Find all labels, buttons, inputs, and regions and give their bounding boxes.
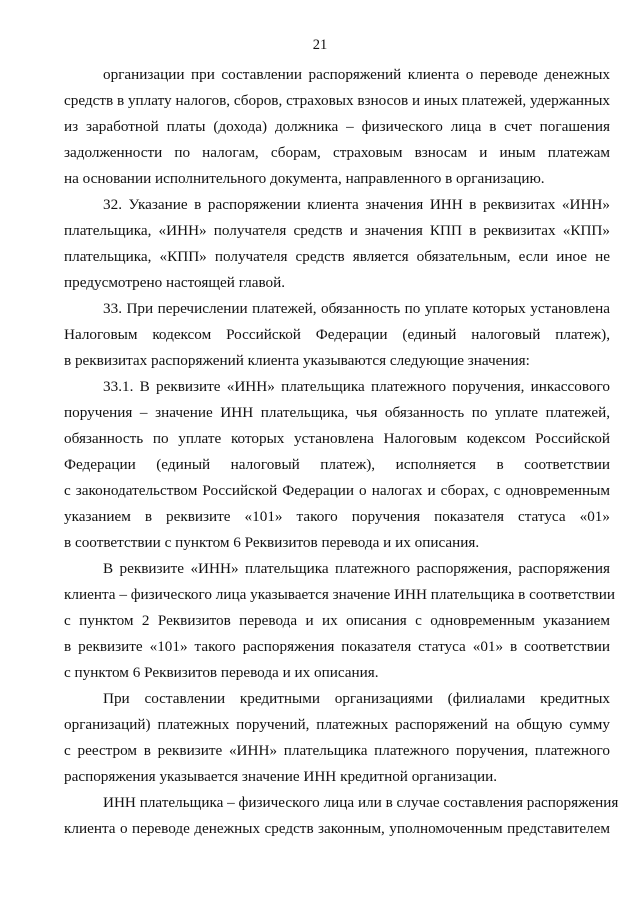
paragraph-line: клиента – физического лица указывается значение ИНН плательщика в соответствии: [64, 586, 615, 603]
paragraph: [64, 62, 610, 192]
paragraph-line: клиента о переводе денежных средств законным, уполномоченным представителем: [64, 820, 610, 837]
paragraph-line: 33.1. В реквизите «ИНН» плательщика платежного поручения, инкассового: [103, 378, 610, 395]
paragraph-line: на основании исполнительного документа, направленного в организацию.: [64, 170, 545, 187]
paragraph-line: В реквизите «ИНН» плательщика платежного распоряжения, распоряжения: [103, 560, 610, 577]
paragraph-line: организации при составлении распоряжений клиента о переводе денежных: [103, 66, 610, 83]
paragraph-line: указанием в реквизите «101» такого поручения показателя статуса «01»: [64, 508, 610, 525]
paragraph-line: с законодательством Российской Федерации о налогах и сборах, с одновременным: [64, 482, 610, 499]
paragraph-line: с реестром в реквизите «ИНН» плательщика платежного поручения, платежного: [64, 742, 610, 759]
paragraph-line: с пунктом 2 Реквизитов перевода и их описания с одновременным указанием: [64, 612, 610, 629]
paragraph-line: плательщика, «ИНН» получателя средств и значения КПП в реквизитах «КПП»: [64, 222, 610, 239]
paragraph: [64, 686, 610, 790]
paragraph-line: из заработной платы (дохода) должника – физического лица в счет погашения: [64, 118, 610, 135]
paragraph-line: в реквизитах распоряжений клиента указываются следующие значения:: [64, 352, 530, 369]
paragraph: [64, 296, 610, 374]
paragraph: [64, 556, 615, 686]
paragraph-line: предусмотрено настоящей главой.: [64, 274, 286, 291]
paragraph: [64, 790, 619, 842]
paragraph-line: поручения – значение ИНН плательщика, чья обязанность по уплате платежей,: [64, 404, 610, 421]
paragraph-line: Федерации (единый налоговый платеж), исполняется в соответствии: [64, 456, 610, 473]
paragraph-line: 32. Указание в распоряжении клиента значения ИНН в реквизитах «ИНН»: [103, 196, 610, 213]
paragraph-line: плательщика, «КПП» получателя средств является обязательным, если иное не: [64, 248, 610, 265]
paragraph: [64, 192, 610, 296]
paragraph-line: задолженности по налогам, сборам, страховым взносам и иным платежам: [64, 144, 610, 161]
paragraph-line: средств в уплату налогов, сборов, страховых взносов и иных платежей, удержанных: [64, 92, 610, 109]
paragraph-line: организаций) платежных поручений, платежных распоряжений на общую сумму: [64, 716, 610, 733]
paragraph: [64, 374, 610, 556]
paragraph-line: 33. При перечислении платежей, обязанность по уплате которых установлена: [103, 300, 610, 317]
paragraph-line: с пунктом 6 Реквизитов перевода и их описания.: [64, 664, 379, 681]
body-text: [64, 62, 619, 842]
paragraph-line: распоряжения указывается значение ИНН кредитной организации.: [64, 768, 498, 785]
paragraph-line: в реквизите «101» такого распоряжения показателя статуса «01» в соответствии: [64, 638, 610, 655]
paragraph-line: в соответствии с пунктом 6 Реквизитов перевода и их описания.: [64, 534, 480, 551]
page-number: 21: [312, 37, 328, 53]
paragraph-line: Налоговым кодексом Российской Федерации (единый налоговый платеж),: [64, 326, 610, 343]
paragraph-line: ИНН плательщика – физического лица или в случае составления распоряжения: [103, 794, 619, 811]
paragraph-line: При составлении кредитными организациями (филиалами кредитных: [103, 690, 610, 707]
paragraph-line: обязанность по уплате которых установлена Налоговым кодексом Российской: [64, 430, 610, 447]
